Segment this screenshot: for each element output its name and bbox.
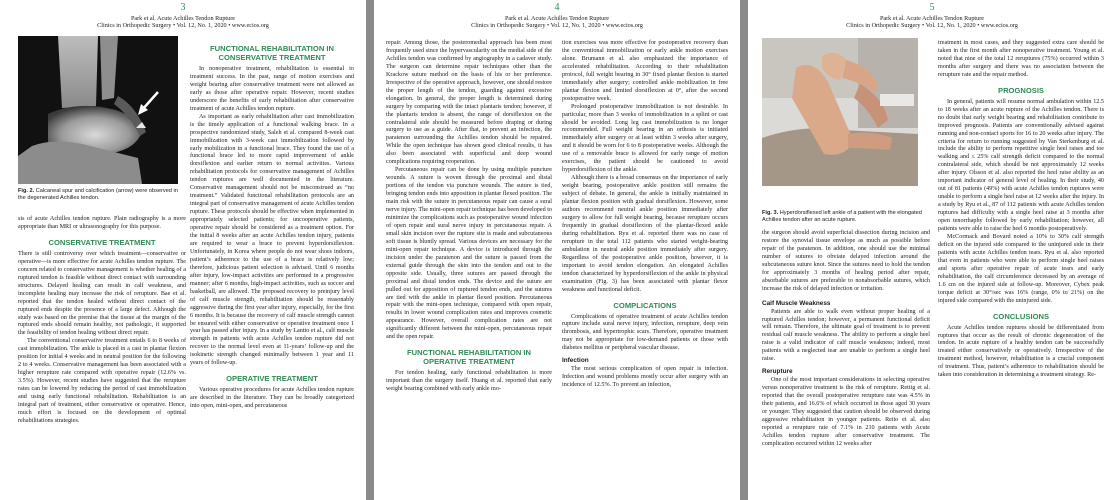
paragraph: sis of acute Achilles tendon rupture. Plain radiography is a more appropriate than MRI or ultrasonography for this purpose. bbox=[18, 216, 186, 230]
paragraph: treatment in most cases, and they suggested extra care should be taken in the first month after nonoperative treatment. Young et al. noted that nine of the total 12 reruptures (75%) occurred within 3 months after surgery and there was no association between the rerupture rate and the repair method. bbox=[938, 40, 1104, 78]
journal-line: Clinics in Orthopedic Surgery • Vol. 12, No. 1, 2020 • www.ecios.org bbox=[846, 22, 1018, 30]
paragraph: Although there is a broad consensus on the importance of early weight bearing, postoperative ankle position still remains the subject of debate. In general, the ankle is initially maintained in plantar flexion position with gradual dorsiflexion. However, some authors recommend neutral ankle position immediately after surgery to allow for full weight bearing, because rerupture occurs frequently in gradual dorsiflexion of the plantar-flexed ankle during rehabilitation. Ryu et al. reported there was no case of rerupture in the total 112 patients who started weight-bearing ambulation in neutral ankle position immediately after surgery. Regardless of the postoperative ankle position, however, it is important to avoid tendon elongation. An elongated Achilles tendon characterized by hyperdorsiflexion of the ankle in physical examination (Fig. 3) has been associated with plantar flexor weakness and functional deficit. bbox=[562, 175, 728, 293]
paragraph: the surgeon should avoid superficial dissection during incision and restore the synovial tissue envelope as much as possible before repair of the paratenon. In addition, one should use the minimal number of sutures to obviate delayed infection around the subcutaneous suture knot. Since the sutures need to hold the tendon for approximately 3 months of healing period after repair, absorbable sutures are preferable to nonabsorbable sutures, which increase the risk of delayed infection or irritation. bbox=[762, 230, 930, 292]
paragraph: Complications of operative treatment of acute Achilles tendon rupture include sural nerve injury, infection, rerupture, deep vein thrombosis, and hypertrophic scars. Therefore, operative treatment may not be appropriate for low-demand patients or those with diabetes mellitus or peripheral vascular disease. bbox=[562, 313, 728, 352]
figure-2-xray bbox=[18, 36, 178, 184]
right-column bbox=[938, 40, 1104, 380]
running-header bbox=[374, 15, 740, 30]
paragraph: tion exercises was more effective for postoperative recovery than the conventional immobilization or early ankle motion exercises alone. Brumann et al. also emphasized the importance of accelerated rehabilitation. According to their rehabilitation protocol, full weight bearing in 30° fixed plantar flexion is started immediately after surgery; controlled ankle mobilization in free plantar flexion and limited dorsiflexion at 0°, after the second postoperative week. bbox=[562, 40, 728, 102]
paragraph: Various operative procedures for acute Achilles tendon rupture are described in the literature. They can be broadly categorized into open, mini-open, and percutaneous bbox=[190, 387, 354, 410]
right-column bbox=[190, 36, 354, 411]
running-header bbox=[0, 15, 366, 30]
xray-image bbox=[18, 36, 178, 184]
left-column bbox=[762, 230, 930, 449]
subheading: Infection bbox=[562, 357, 589, 365]
paragraph: repair. Among those, the posteromedial approach has been most frequently used since the hypervascularity on the medial side of the Achilles tendon was confirmed by angiography in a cadaver study. The surgeon can determine repair techniques other than the Krackow suture method on the basis of his or her preference. Irrespective of the operative approach, however, one should restore the proper length of the tendon, guarding against excessive elongation. In general, the proper length is determined during surgery by comparing with the intact plantaris tendon; however, if the plantaris tendon is absent, the range of dorsiflexion on the contralateral side should be measured before draping or during surgery to use as a guide. After that, to prevent an infection, the paratenon surrounding the Achilles tendon should be repaired. While the open technique has shown good clinical results, it has also been associated with superficial and deep wound complications requiring reoperation. bbox=[386, 40, 552, 166]
page-3 bbox=[0, 0, 366, 500]
paragraph: In nonoperative treatment, rehabilitation is essential to treatment success. In the past, range of motion exercises and weight bearing after conservative treatment were not allowed as early as those after operative repair. However, recent studies underscore the benefits of early rehabilitation after conservative treatment of acute Achilles tendon rupture. bbox=[190, 66, 354, 112]
caption-text: Hyperdorsiflexed left ankle of a patient with the elongated Achilles tendon after an acute rupture. bbox=[762, 210, 922, 223]
paragraph: For tendon healing, early functional rehabilitation is more important than the surgery itself. Huang et al. reported that early weight bearing combined with early ankle mo- bbox=[386, 370, 552, 393]
right-column bbox=[562, 40, 728, 390]
paragraph: In general, patients will resume normal ambulation within 12.5 to 18 weeks after an acute rupture of the Achilles tendon. There is no doubt that early weight bearing and rehabilitation contribute to improved prognosis. Patients are conventionally advised against running and non-contact sports for 16 to 20 weeks after injury. The criteria for return to running suggested by Van Sterkenburg et al. include the ability to perform repetitive single heel raises and toe walking and ≤ 25% calf strength deficit compared to the normal contralateral side, which should be not approximately 12 weeks after injury. Olsson et al. also reported the heel raise ability as an important indicator of general level of healing. In their study, 40 out of 81 patients (49%) with acute Achilles tendon ruptures were unable to perform a single heel raise at 12 weeks after the injury. In a study by Ryu et al., 87 of 112 patients with acute Achilles tendon ruptures had difficulty with a single heel raise at 3 months after open tenorrhaphy followed by early rehabilitation; however, all patients were able to raise the heel 6 months postoperatively. bbox=[938, 98, 1104, 233]
paragraph: As important as early rehabilitation after cast immobilization is the timely application of a functional walking brace. In a prospective randomized study, Saleh et al. compared 8-week cast immobilization with 3-week cast immobilization followed by early mobilization in a functional brace. They found the use of a functional brace led to more rapid improvement of ankle dorsiflexion and earlier return to normal activities. Various rehabilitation protocols for conservative management of Achilles tendon ruptures are well documented in the literature. Conservative management should not be misconstrued as “no treatment.” Validated functional rehabilitation protocols are an integral part of conservative management of acute Achilles tendon rupture. These protocols should be effective when implemented in appropriately selected patients; for uncooperative patients, operative repair should be considered as a treatment option. For the initial 8 weeks after an acute Achilles tendon injury, patients are required to wear a brace to prevent hyperdorsiflexion. Unfortunately, in Korea where people do not wear shoes indoors, patient’s adherence to the use of a brace is relatively low; therefore, judicious patient selection is advised. Until 6 months after injury, low-impact activities are performed in a progressive manner; after 6 months, high-impact activities, such as soccer and basketball, are allowed. The proposed recovery to preinjury level of calf muscle strength, rehabilitation should be reasonably aggressive during the first year after injury, especially, for the first 6 months. It is because the recovery of calf muscle strength cannot be ensured with either conservative or operative treatment once 1 year has passed after injury. In a study by Lantto et al., calf muscle strength in patients with acute Achilles tendon rupture did not recover to the normal level even at 11-years’ follow-up and the isokinetic strength changed minimally between 1 year and 11 years of follow-up. bbox=[190, 113, 354, 367]
running-title: Park et al. Acute Achilles Tendon Rupture bbox=[504, 15, 610, 22]
caption-text: Calcaneal spur and calcification (arrow) were observed in the degenerated Achilles tendon. bbox=[18, 188, 178, 201]
section-heading: COMPLICATIONS bbox=[613, 300, 677, 310]
paragraph: The conventional conservative treatment entails 6 to 8 weeks of cast immobilization. The ankle is placed in a cast in plantar flexion position for initial 4 weeks and in neutral position for the following 2 to 4 weeks. Conservative management has been associated with a higher rerupture rate compared with operative repair (12.6% vs. 3.5%). However, recent studies have suggested that the rerupture rates can be lowered by reducing the period of cast immobilization and using early functional rehabilitation. Rehabilitation is an integral part of treatment, either conservative or operative. Hence, much effort is focused on the development of optimal rehabilitations strategies. bbox=[18, 338, 186, 424]
page-4 bbox=[374, 0, 740, 500]
paragraph: Patients are able to walk even without proper healing of a ruptured Achilles tendon; however, a permanent functional deficit will remain. Therefore, the ultimate goal of treatment is to prevent residual calf muscle weakness. The ability to perform a single heel raise is a valid indicator of calf muscle weakness; indeed, most patients with a neglected tear are unable to perform a single heel raise. bbox=[762, 308, 930, 363]
section-heading: CONSERVATIVE TREATMENT bbox=[48, 237, 156, 247]
running-title: Park et al. Acute Achilles Tendon Rupture bbox=[130, 15, 236, 22]
section-heading: CONCLUSIONS bbox=[992, 311, 1050, 321]
subheading: Calf Muscle Weakness bbox=[762, 299, 831, 307]
journal-line: Clinics in Orthopedic Surgery • Vol. 12, No. 1, 2020 • www.ecios.org bbox=[471, 22, 643, 30]
paragraph: Acute Achilles tendon ruptures should be differentiated from ruptures that occur as the result of chronic degeneration of the tendon. In acute rupture of a healthy tendon can be successfully treated either conservatively or operatively. Irrespective of the treatment method, however, rehabilitation is a crucial component of treatment. Thus, patient’s adherence to rehabilitation should be taken into consideration in determining a treatment strategy. Re- bbox=[938, 324, 1104, 379]
subheading: Rerupture bbox=[762, 368, 793, 376]
caption-label: Fig. 3. bbox=[762, 210, 779, 216]
section-heading: FUNCTIONAL REHABILITATION IN CONSERVATIVE TREATMENT bbox=[209, 44, 335, 62]
left-column bbox=[386, 40, 552, 394]
running-title: Park et al. Acute Achilles Tendon Rupture bbox=[879, 15, 985, 22]
figure-3-caption bbox=[762, 210, 928, 224]
paragraph: McCormack and Bovard noted a 10% to 30% calf strength deficit on the injured side compared to the uninjured side in their patients with acute Achilles tendon tears. Ryu et al. also reported that even in patients who were able to perform single heel raises and sports after operative repair of acute tears and early rehabilitation, the calf circumference decreased by an average of 1.6 cm on the injured side at follow-up. Moreover, Cybex peak torque deficit at 30°/sec was 16% (range, 0% to 21%) on the injured side compared with the uninjured side. bbox=[938, 233, 1104, 304]
left-column bbox=[18, 216, 186, 426]
page-number: 4 bbox=[554, 2, 560, 13]
paragraph: There is still controversy over which treatment—conservative or operative—is more effective for acute Achilles tendon rupture. The concern related to conservative management is whether healing of a ruptured tendon is feasible without direct contact with surrounding structures. Delayed healing can result in calf weakness, and incomplete healing may increase the risk of rerupture. Bae et al. reported that the tendon healed without direct contact of the ruptured ends despite the presence of a large defect. Although the study was based on the premise that the tissue at the margin of the ruptured ends should remain healthy, not pathologic, it supported the feasibility of tendon healing without direct repair. bbox=[18, 250, 186, 337]
page-number: 5 bbox=[929, 2, 935, 13]
caption-label: Fig. 2. bbox=[18, 188, 35, 194]
section-heading: OPERATIVE TREATMENT bbox=[226, 374, 318, 384]
journal-line: Clinics in Orthopedic Surgery • Vol. 12, No. 1, 2020 • www.ecios.org bbox=[97, 22, 269, 30]
figure-2-caption bbox=[18, 188, 186, 202]
running-header bbox=[748, 15, 1116, 30]
paragraph: The most serious complication of open repair is infection. Infection and wound problems mostly occur after surgery with an incidence of 12.5%. To prevent an infection, bbox=[562, 366, 728, 389]
page-number: 3 bbox=[180, 2, 186, 13]
paragraph: Percutaneous repair can be done by using multiple puncture wounds. A suture is woven through the proximal and distal portions of the tendon via puncture wounds. The suture is tied, bringing tendon ends into apposition in plantar flexed position. The main risk with the suture in percutaneous repair can cause a sural nerve injury. The mini-open repair technique has been developed to minimize the complications such as postoperative wound infection of open repair and sural nerve injury in percutaneous repair. A small skin incision over the rupture site is made and subcutaneous soft tissue is bluntly spread. Various devices are necessary for the mini-open repair technique. A device is introduced through the incision under the paratenon and the suture is passed from the external guide through the skin into the tendon and out to the opposite side. Usually, three sutures are passed through the proximal and distal tendon ends. The device and the suture are pulled out for apposition of ruptured tendon ends, and the sutures are tied with the ankle in plantar flexed position. Percutaneous repair with the mini-open technique, compared with open repair, results in lower wound complication rates and improves cosmetic appearance. However, overall complication rates are not significantly different between the mini-open, percutaneous repair and the open repair. bbox=[386, 167, 552, 341]
clinical-photo bbox=[762, 38, 918, 186]
section-heading: FUNCTIONAL REHABILITATION IN OPERATIVE TREATMENT bbox=[406, 348, 532, 367]
page-5 bbox=[748, 0, 1116, 500]
paragraph: One of the most important considerations in selecting operative versus nonoperative treatment is the risk of rerupture. Rettig et al. reported that the overall postoperative rerupture rate was 4.5% in their patients, and 16.6% of which occurred in those aged 30 years or younger. They suggested that caution should be observed during aggressive rehabilitation in younger patients. Reito et al. also reported a rerupture rate of 7.1% in 210 patients with Acute Achilles tendon rupture after conservative treatment. The complication occurred within 12 weeks after bbox=[762, 377, 930, 447]
figure-3-photo bbox=[762, 38, 918, 186]
section-heading: PROGNOSIS bbox=[998, 85, 1044, 95]
paragraph: Prolonged postoperative immobilization is not desirable. In particular, more than 3 weeks of immobilization in a splint or cast should be avoided. Long leg cast immobilization is no longer recommended. Full weight bearing in an orthosis is initiated immediately after surgery or at least within 3 weeks after surgery, and it should be worn for 6 to 8 postoperative weeks. Although the use of a removable brace is allowed for early range of motion exercises, the patient should be cautioned to avoid hyperdorsiflexion of the ankle. bbox=[562, 103, 728, 174]
